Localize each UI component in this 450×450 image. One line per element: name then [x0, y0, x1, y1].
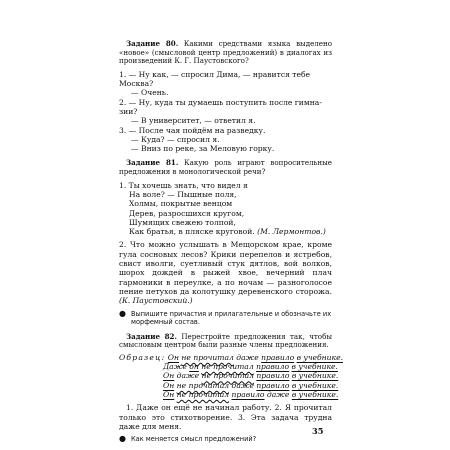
poem-line-6 — [119, 227, 332, 236]
sample-r2-e: в учебнике. — [291, 362, 338, 372]
sample-row-4 — [119, 380, 339, 390]
dialog-line-6: — Куда? — спросил я. — [131, 134, 220, 144]
dialog-line-7: — Вниз по реке, за Меловую горку. — [131, 144, 275, 154]
sample-r2-b: он — [189, 362, 199, 372]
bullet-dot-icon: ● — [119, 308, 126, 318]
sample-r3-c: не прочитал — [201, 371, 254, 381]
task-82-label: Задание 82. — [126, 331, 177, 341]
sample-r5-a: Он — [163, 390, 175, 400]
dialog-line-1b: Москва? — [119, 79, 154, 89]
prose-author: (К. Паустовский.) — [119, 296, 193, 306]
dialog-line-1: 1. — Ну как, — спросил Дима, — нравится тебе — [119, 69, 311, 79]
task-81-text: Какую роль играют вопросительные предложения в монологической речи? — [119, 158, 332, 177]
sample-row-3 — [119, 371, 339, 381]
dialog-line-5: 3. — После чая пойдём на разведку. — [119, 125, 266, 135]
sample-r2-c: не прочитал — [201, 362, 254, 372]
poem-line-2: На воле? — Пышные поля, — [129, 189, 237, 199]
dialog-line-3b: зии? — [119, 106, 138, 116]
sample-block — [119, 352, 344, 400]
bullet-instruction-1 — [119, 310, 332, 327]
prose-text: 2. Что можно услышать в Мещорском крае, кроме гула сосновых лесов? Крики перепелов и ястребов, свист иволги, суетливый стук дятлов, вой волков, шорох дождей в рыжей хвое, вечерний плач гармоники в переулке, а по ночам — разноголосое пение петухов да колотушку деревенского сторожа. — [119, 240, 332, 296]
sample-row-2 — [119, 362, 338, 372]
task-82-text: Перестройте предложения так, чтобы смысловым центром были разные члены предложения. — [119, 331, 332, 350]
sample-row-1 — [119, 352, 344, 362]
prose-example — [119, 240, 332, 305]
page-content — [119, 39, 344, 444]
task-82 — [119, 333, 332, 350]
bullet-1-text: Выпишите причастия и прилагательные и обозначьте их морфемный состав. — [131, 309, 332, 327]
sample-r2-a: Даже — [163, 362, 187, 372]
dialog-line-4: — В университет, — ответил я. — [131, 116, 256, 126]
task-80 — [119, 40, 332, 66]
sample-r4-c: даже — [231, 380, 254, 390]
sample-label: Образец: — [119, 352, 166, 362]
bullet-dot-icon: ● — [119, 434, 126, 444]
sample-r3-e: в учебнике. — [291, 371, 339, 381]
task-80-label: Задание 80. — [126, 39, 179, 48]
sample-r3-b: даже — [176, 371, 200, 381]
sample-r5-c: правило — [231, 390, 265, 400]
task-80-text: Какими средствами языка выделено «новое» (смысловой центр предложений) в диалогах из произведений К. Г. Паустовского? — [119, 39, 332, 66]
sample-r1-d: правило — [261, 352, 295, 362]
dialog-line-2: — Очень. — [131, 88, 169, 98]
bullet-instruction-2 — [119, 435, 332, 444]
dialog-examples — [119, 70, 332, 154]
sample-r3-d: правило — [256, 371, 290, 381]
poem-line-5: Шумящих свежею толпой, — [129, 217, 236, 227]
bullet-2-text: Как меняется смысл предложений? — [131, 435, 257, 444]
exercise-sentences: 1. Даже он ещё не начинал работу. 2. Я прочитал только это стихотворение. 3. Эта задача трудна даже для меня. — [119, 403, 332, 431]
dialog-line-3: 2. — Ну, куда ты думаешь поступить после гимна- — [119, 97, 322, 107]
sample-r5-b: не прочитал — [176, 390, 230, 400]
sample-r1-e: в учебнике. — [296, 352, 344, 362]
sample-r1-a: Он — [167, 352, 179, 362]
page-number: 35 — [312, 426, 324, 436]
task-81 — [119, 159, 332, 176]
poem-line-1: 1. Ты хочешь знать, что видел я — [119, 180, 248, 190]
poem-line-6-text: Как братья, в пляске круговой. — [129, 227, 255, 237]
poem-line-3: Холмы, покрытые венцом — [129, 199, 233, 209]
poem-example — [119, 181, 332, 237]
task-81-label: Задание 81. — [126, 158, 179, 168]
sample-r5-d: даже — [266, 390, 290, 400]
sample-r1-b: не прочитал — [181, 352, 234, 362]
sample-r1-c: даже — [236, 352, 259, 362]
sample-r2-d: правило — [256, 362, 290, 372]
sample-r4-d: правило — [256, 380, 290, 390]
sample-r4-b: не прочитал — [176, 380, 230, 390]
sample-r4-a: Он — [163, 380, 175, 390]
sample-r3-a: Он — [163, 371, 175, 381]
poem-author: (М. Лермонтов.) — [257, 227, 326, 237]
sample-r5-e: в учебнике. — [291, 390, 339, 400]
sample-row-5 — [119, 390, 339, 400]
poem-line-4: Дерев, разросшихся кругом, — [129, 208, 245, 218]
sample-r4-e: в учебнике. — [291, 380, 339, 390]
